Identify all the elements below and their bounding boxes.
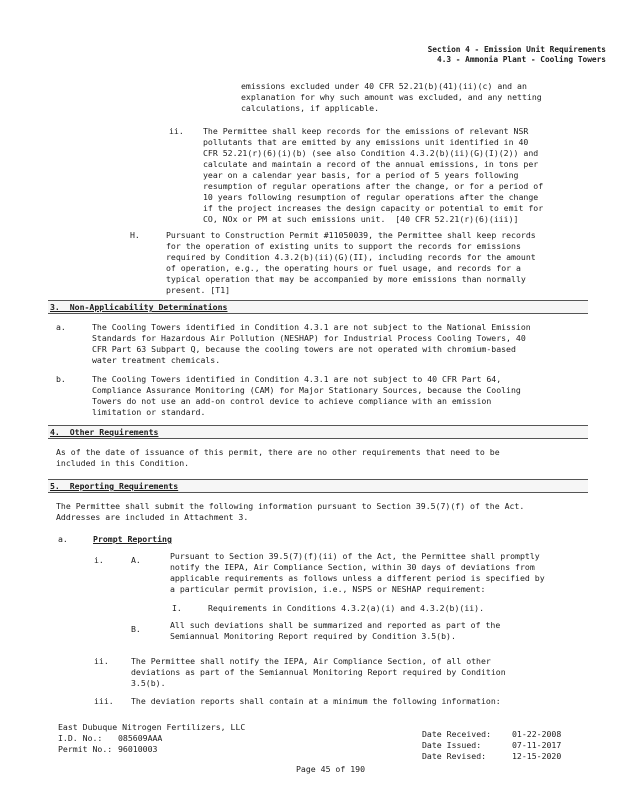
item-line: Semiannual Monitoring Report required by Condition 3.5(b). [170, 631, 456, 641]
item-line: pollutants that are emitted by any emissions unit identified in 40 [203, 137, 529, 147]
paragraph-line: included in this Condition. [56, 458, 190, 468]
item-line: Standards for Hazardous Air Pollution (NESHAP) for Industrial Process Cooling Towers, 40 [92, 333, 526, 343]
item-line: CFR Part 63 Subpart Q, because the cooling towers are not operated with chromium-based [92, 344, 516, 354]
item-line: The deviation reports shall contain at a minimum the following information: [131, 696, 501, 706]
item-marker: A. [131, 555, 141, 565]
section-header-title: Section 4 - Emission Unit Requirements [427, 45, 606, 54]
item-marker: ii. [169, 126, 184, 136]
item-line: Pursuant to Construction Permit #11050039, the Permittee shall keep records [166, 230, 536, 240]
item-line: deviations as part of the Semiannual Monitoring Report required by Condition [131, 667, 506, 677]
item-line: year on a calendar year basis, for a period of 5 years following [203, 170, 519, 180]
item-line: required by Condition 4.3.2(b)(ii)(G)(II), including records for the amount [166, 252, 536, 262]
section-heading: 4. Other Requirements [50, 427, 159, 437]
item-line: resumption of regular operations after the change, or for a period of [203, 181, 544, 191]
section-heading-bar [48, 479, 588, 493]
item-line: The Cooling Towers identified in Condition 4.3.1 are not subject to 40 CFR Part 64, [92, 374, 502, 384]
item-line: 3.5(b). [131, 678, 166, 688]
item-line: The Permittee shall notify the IEPA, Air Compliance Section, of all other [131, 656, 491, 666]
item-marker: b. [56, 374, 66, 384]
item-line: CO, NOx or PM at such emissions unit. [40 CFR 52.21(r)(6)(iii)] [203, 214, 519, 224]
footer-issued-label: Date Issued: [422, 740, 482, 750]
item-line: The Cooling Towers identified in Condition 4.3.1 are not subject to the National Emission [92, 322, 531, 332]
section-header-subtitle: 4.3 - Ammonia Plant - Cooling Towers [437, 55, 606, 64]
paragraph-line: explanation for why such amount was excluded, and any netting [241, 92, 542, 102]
footer-id-label: I.D. No.: [58, 733, 103, 743]
item-line: typical operation that may be accompanied by more emissions than normally [166, 274, 526, 284]
item-line: limitation or standard. [92, 407, 206, 417]
item-line: of operation, e.g., the operating hours or fuel usage, and records for a [166, 263, 521, 273]
paragraph-line: calculations, if applicable. [241, 103, 380, 113]
page-number: Page 45 of 190 [296, 764, 366, 774]
item-line: notify the IEPA, Air Compliance Section, within 30 days of deviations from [170, 562, 535, 572]
item-marker: a. [58, 534, 68, 544]
item-line: Towers do not use an add-on control device to achieve compliance with an emission [92, 396, 492, 406]
section-heading: 5. Reporting Requirements [50, 481, 179, 491]
item-line: for the operation of existing units to support the records for emissions [166, 241, 521, 251]
item-marker: I. [172, 603, 182, 613]
item-line: CFR 52.21(r)(6)(i)(b) (see also Condition 4.3.2(b)(ii)(G)(I)(2)) and [203, 148, 539, 158]
subsection-title: Prompt Reporting [93, 534, 172, 544]
item-line: a particular permit provision, i.e., NSPS or NESHAP requirement: [170, 584, 486, 594]
section-heading-bar [48, 300, 588, 314]
item-line: applicable requirements as follows unless a different period is specified by [170, 573, 545, 583]
item-line: calculate and maintain a record of the annual emissions, in tons per [203, 159, 539, 169]
item-marker: ii. [94, 656, 109, 666]
footer-issued-value: 07-11-2017 [512, 740, 562, 750]
item-line: 10 years following resumption of regular operations after the change [203, 192, 539, 202]
item-marker: a. [56, 322, 66, 332]
item-marker: B. [131, 624, 141, 634]
footer-revised-label: Date Revised: [422, 751, 487, 761]
item-line: Compliance Assurance Monitoring (CAM) for Major Stationary Sources, because the Cooling [92, 385, 521, 395]
paragraph-line: The Permittee shall submit the following information pursuant to Section 39.5(7)(f) of the Act. [56, 501, 525, 511]
footer-received-label: Date Received: [422, 729, 492, 739]
section-heading: 3. Non-Applicability Determinations [50, 302, 228, 312]
footer-permit-value: 96010003 [118, 744, 158, 754]
section-heading-bar [48, 425, 588, 439]
footer-revised-value: 12-15-2020 [512, 751, 562, 761]
item-marker: iii. [94, 696, 114, 706]
item-marker: i. [94, 555, 104, 565]
paragraph-line: Addresses are included in Attachment 3. [56, 512, 249, 522]
item-line: All such deviations shall be summarized and reported as part of the [170, 620, 501, 630]
footer-permit-label: Permit No.: [58, 744, 113, 754]
item-line: water treatment chemicals. [92, 355, 221, 365]
footer-company: East Dubuque Nitrogen Fertilizers, LLC [58, 722, 246, 732]
item-line: Requirements in Conditions 4.3.2(a)(i) and 4.3.2(b)(ii). [208, 603, 485, 613]
item-marker: H. [130, 230, 140, 240]
item-line: if the project increases the design capacity or potential to emit for [203, 203, 544, 213]
paragraph-line: As of the date of issuance of this permit, there are no other requirements that need to be [56, 447, 500, 457]
item-line: Pursuant to Section 39.5(7)(f)(ii) of the Act, the Permittee shall promptly [170, 551, 540, 561]
footer-received-value: 01-22-2008 [512, 729, 562, 739]
item-line: present. [T1] [166, 285, 231, 295]
item-line: The Permittee shall keep records for the emissions of relevant NSR [203, 126, 529, 136]
paragraph-line: emissions excluded under 40 CFR 52.21(b)(41)(ii)(c) and an [241, 81, 527, 91]
footer-id-value: 085609AAA [118, 733, 163, 743]
